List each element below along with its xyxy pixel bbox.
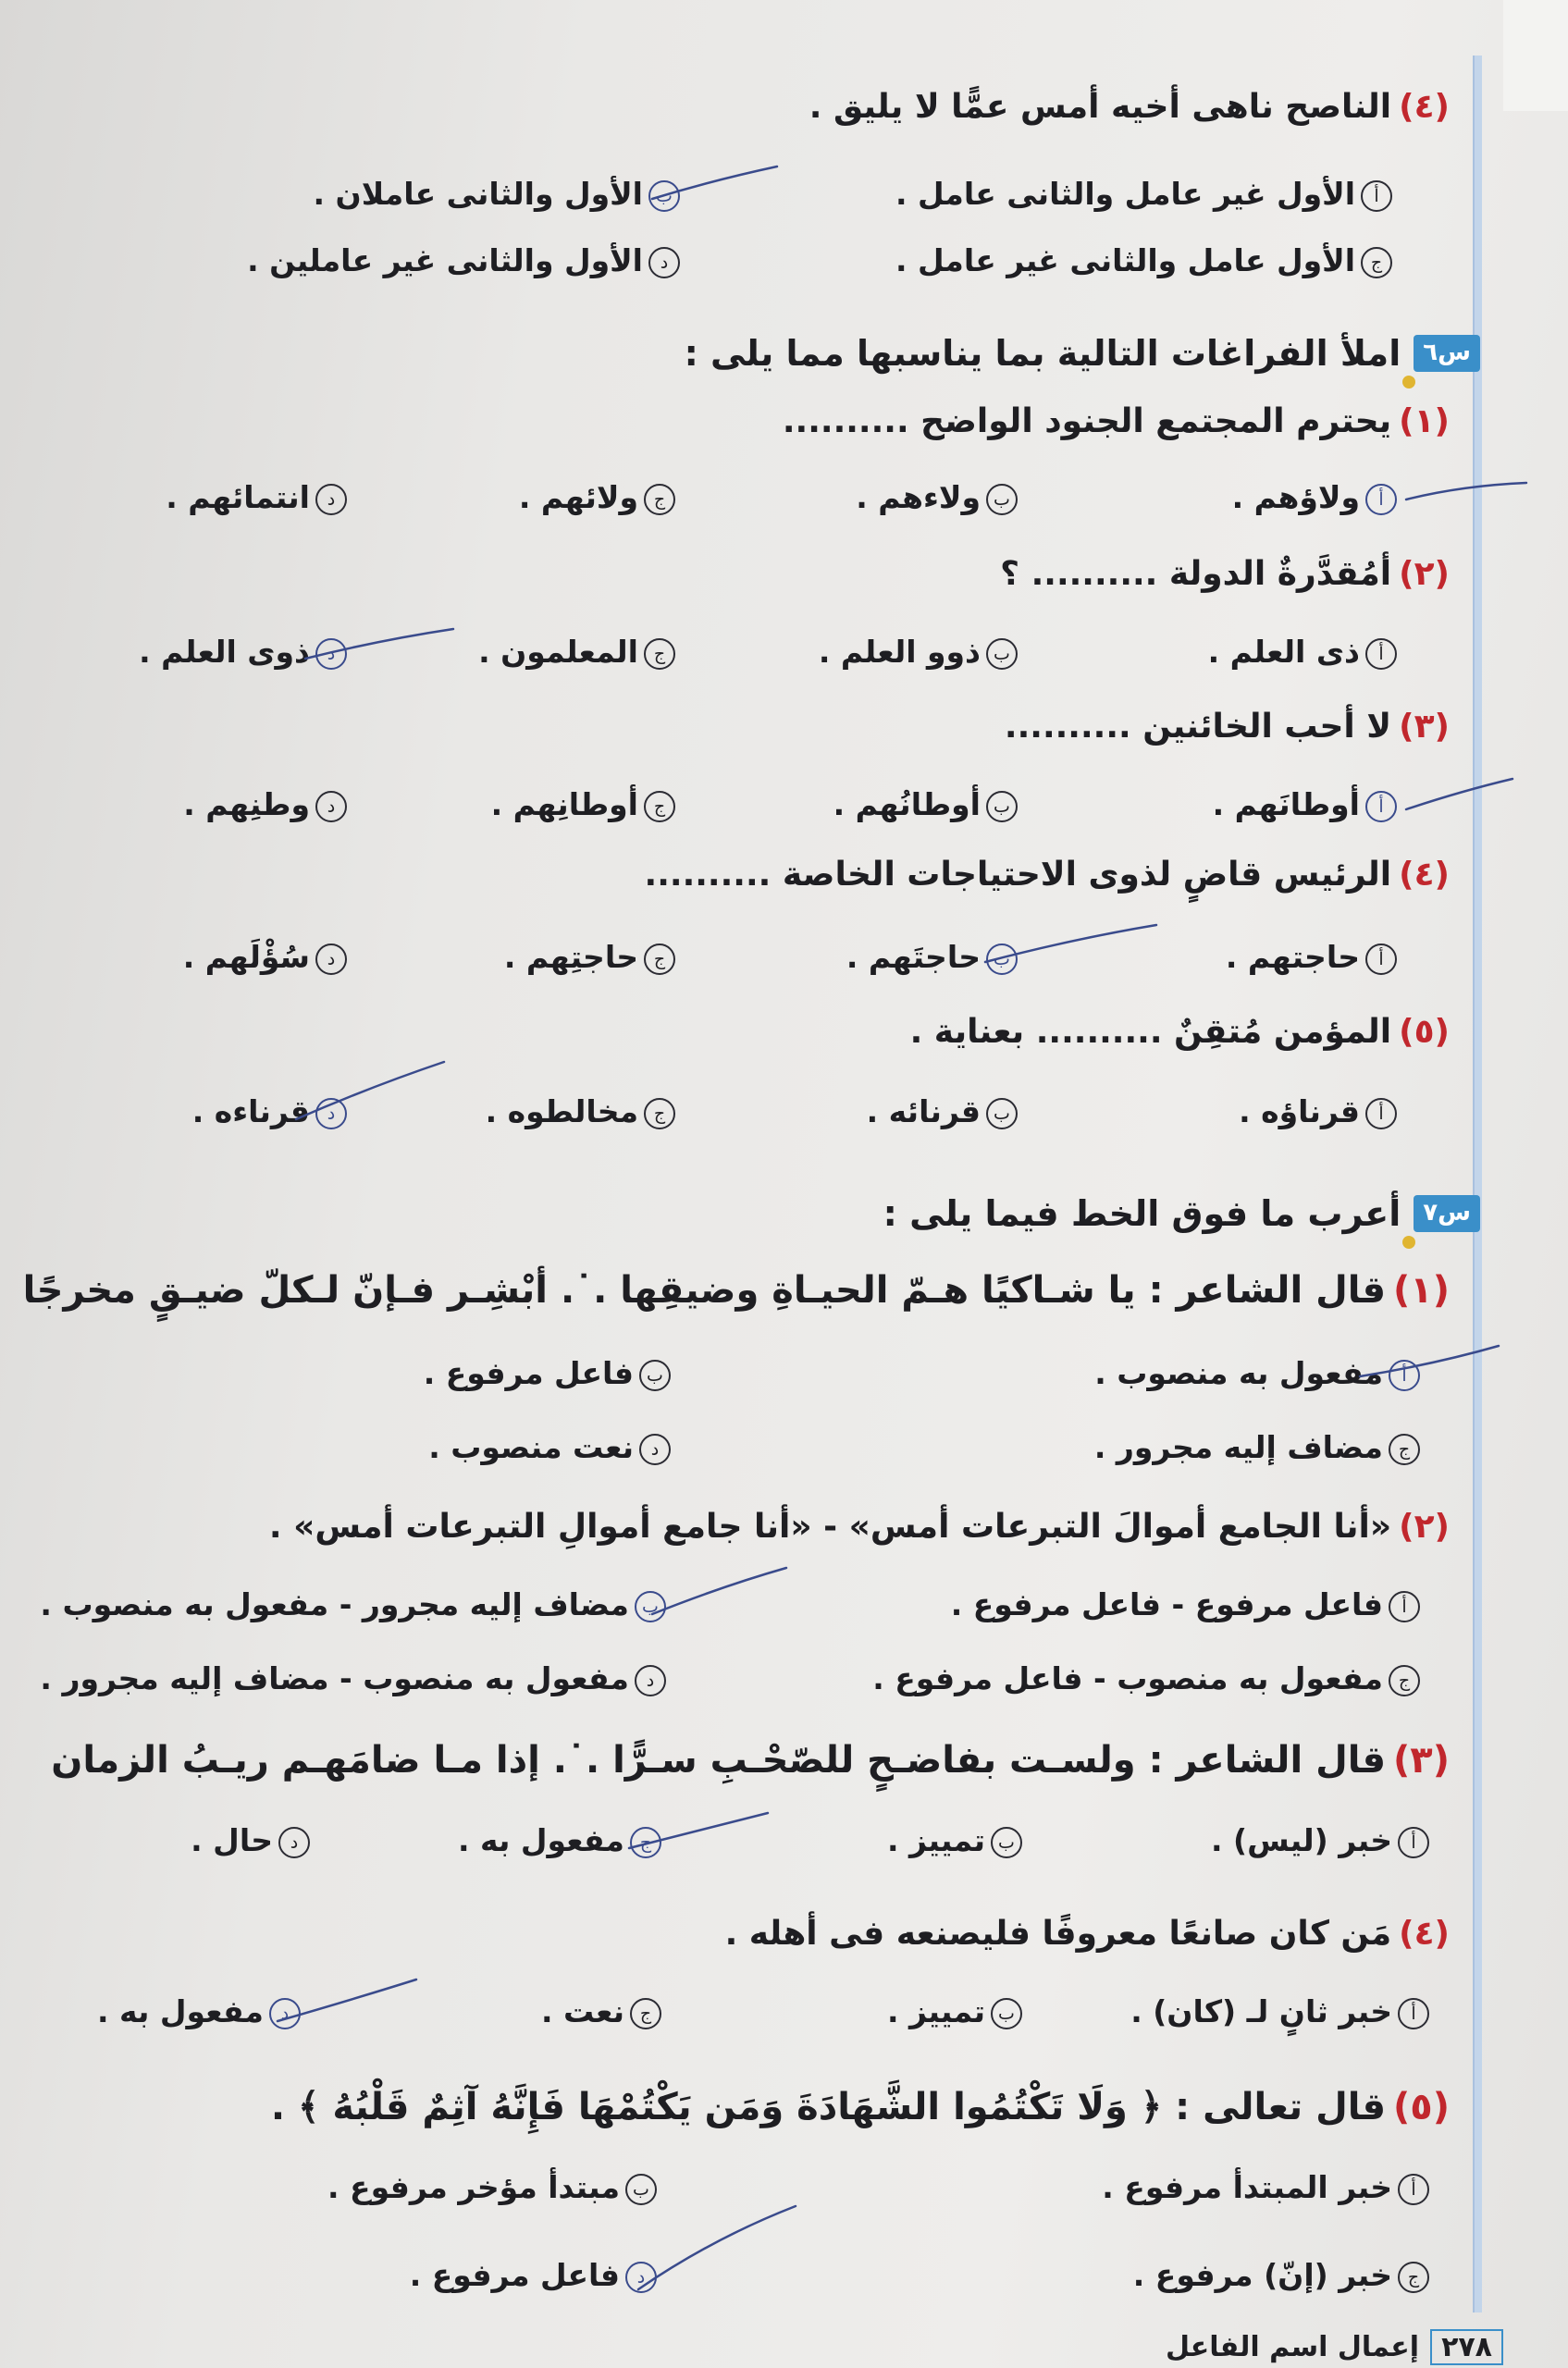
chapter-title: إعمال اسم الفاعل (1166, 2331, 1420, 2363)
option-marker: أ (1398, 1827, 1429, 1858)
option-a[interactable] (1094, 1355, 1420, 1391)
option-marker: د (625, 2262, 657, 2293)
option-text: مفعول به . (457, 1822, 624, 1858)
pen-stroke (1406, 779, 1512, 809)
option-marker: ج (630, 1827, 661, 1858)
option-marker: أ (1398, 1998, 1429, 2029)
option-text: خبر (إنّ) مرفوع . (1132, 2257, 1392, 2293)
option-marker: ج (630, 1998, 661, 2029)
option-c[interactable] (519, 479, 675, 515)
option-text: ذوى العلم . (139, 634, 310, 670)
option-marker: أ (1361, 180, 1392, 212)
option-text: ولائهم . (518, 479, 638, 515)
option-marker: أ (1398, 2174, 1429, 2205)
option-d[interactable] (428, 1429, 671, 1465)
option-text: قرناءه . (191, 1093, 310, 1129)
option-marker: د (315, 791, 347, 822)
option-b[interactable] (314, 176, 680, 212)
question-4-prev (37, 88, 1450, 126)
option-text: ولاءهم . (856, 479, 981, 515)
question-number: (٤) (1399, 88, 1450, 126)
section-title: أعرب ما فوق الخط فيما يلى : (883, 1193, 1401, 1234)
option-marker: ب (986, 638, 1018, 670)
s6-question-2 (37, 555, 1450, 593)
option-text: مفعول به منصوب . (1094, 1355, 1383, 1391)
option-marker: ب (991, 1827, 1022, 1858)
margin-rule (1473, 56, 1482, 2312)
option-marker: ج (644, 944, 675, 975)
question-number: (٥) (1399, 1013, 1450, 1051)
question-text: الناصح ناهى أخيه أمس عمًّا لا يليق . (809, 88, 1392, 126)
option-c[interactable] (872, 1660, 1420, 1696)
option-text: مضاف إليه مجرور . (1093, 1429, 1383, 1465)
option-text: فاعل مرفوع . (409, 2257, 620, 2293)
option-text: ذى العلم . (1207, 634, 1360, 670)
option-a[interactable] (1213, 786, 1397, 822)
option-marker: أ (1365, 1098, 1397, 1129)
option-marker: ج (644, 484, 675, 515)
option-marker: أ (1365, 791, 1397, 822)
option-b[interactable] (40, 1586, 666, 1622)
option-marker: ب (648, 180, 680, 212)
option-marker: ب (986, 791, 1018, 822)
option-marker: د (278, 1827, 310, 1858)
option-text: أوطانَهم . (1212, 786, 1360, 822)
option-text: الأول والثانى غير عاملين . (247, 242, 643, 278)
section-7-heading (883, 1193, 1480, 1234)
option-text: ولاؤهم . (1231, 479, 1360, 515)
s7-question-4 (37, 1915, 1450, 1953)
page-footer (1166, 2329, 1503, 2365)
s6-question-5 (37, 1013, 1450, 1051)
option-b[interactable] (327, 2169, 657, 2205)
option-marker: د (639, 1434, 671, 1465)
option-text: مضاف إليه مجرور - مفعول به منصوب . (40, 1586, 629, 1622)
option-text: ذوو العلم . (818, 634, 981, 670)
option-c[interactable] (895, 242, 1392, 278)
question-text: الرئيس قاضٍ لذوى الاحتياجات الخاصة .......... (644, 856, 1392, 894)
question-text: مَن كان صانعًا معروفًا فليصنعه فى أهله . (724, 1915, 1392, 1953)
question-number: (٢) (1399, 555, 1450, 593)
option-b[interactable] (819, 634, 1018, 670)
page-corner (1503, 0, 1568, 111)
option-b[interactable] (867, 1093, 1018, 1129)
option-marker: ب (986, 944, 1018, 975)
option-marker: ب (625, 2174, 657, 2205)
question-text: يحترم المجتمع الجنود الواضح .......... (782, 402, 1392, 440)
option-text: خبر ثانٍ لـ (كان) . (1130, 1993, 1392, 2029)
question-number: (١) (1399, 402, 1450, 440)
option-marker: د (315, 484, 347, 515)
question-text: لا أحب الخائنين .......... (1004, 708, 1392, 746)
s7-question-3 (37, 1739, 1450, 1782)
option-text: قرنائه . (866, 1093, 981, 1129)
option-a[interactable] (1226, 939, 1397, 975)
s6-question-3 (37, 708, 1450, 746)
s7-question-2 (37, 1508, 1450, 1546)
option-a[interactable] (1130, 1993, 1429, 2029)
question-text: أمُقدَّرةٌ الدولة .......... ؟ (1000, 555, 1392, 593)
question-number: (٥) (1393, 2086, 1450, 2128)
option-b[interactable] (846, 939, 1018, 975)
option-text: الأول عامل والثانى غير عامل . (895, 242, 1355, 278)
option-d[interactable] (247, 242, 680, 278)
question-number: (٣) (1393, 1739, 1450, 1782)
option-marker: ج (644, 791, 675, 822)
question-number: (٤) (1399, 1915, 1450, 1953)
option-b[interactable] (887, 1993, 1022, 2029)
s7-question-1 (22, 1269, 1450, 1312)
question-number: (٢) (1399, 1508, 1450, 1546)
option-c[interactable] (458, 1822, 661, 1858)
option-text: فاعل مرفوع . (423, 1355, 634, 1391)
option-marker: ج (1361, 247, 1392, 278)
option-text: تمييز . (886, 1822, 985, 1858)
option-b[interactable] (887, 1822, 1022, 1858)
option-a[interactable] (1239, 1093, 1397, 1129)
option-a[interactable] (951, 1586, 1420, 1622)
option-text: نعت . (541, 1993, 624, 2029)
option-marker: ب (639, 1360, 671, 1391)
option-marker: ج (644, 1098, 675, 1129)
option-d[interactable] (166, 479, 347, 515)
pen-stroke (1406, 483, 1526, 500)
option-marker: أ (1389, 1360, 1420, 1391)
option-c[interactable] (504, 939, 675, 975)
option-d[interactable] (97, 1993, 301, 2029)
option-marker: د (269, 1998, 301, 2029)
option-c[interactable] (491, 786, 675, 822)
section-badge: س٦ (1414, 335, 1480, 372)
option-marker: أ (1365, 638, 1397, 670)
s6-question-4 (37, 856, 1450, 894)
option-d[interactable] (183, 939, 347, 975)
question-text: «أنا الجامع أموالَ التبرعات أمس» - «أنا جامع أموالِ التبرعات أمس» . (268, 1508, 1392, 1546)
option-d[interactable] (183, 786, 347, 822)
option-marker: ب (991, 1998, 1022, 2029)
section-title: املأ الفراغات التالية بما يناسبها مما يلى : (684, 333, 1401, 374)
pen-stroke (652, 1568, 786, 1614)
option-text: فاعل مرفوع - فاعل مرفوع . (950, 1586, 1383, 1622)
question-text: المؤمن مُتقِنٌ .......... بعناية . (909, 1013, 1392, 1051)
option-c[interactable] (486, 1093, 675, 1129)
option-text: المعلمون . (478, 634, 638, 670)
question-text: قال الشاعر : ولسـت بفاضـحٍ للصّحْـبِ سـرًّا .˙. إذا مـا ضامَهـم ريـبُ الزمان (51, 1739, 1387, 1782)
s6-question-1 (37, 402, 1450, 440)
question-text: قال الشاعر : يا شـاكيًا هـمّ الحيـاةِ وضيقِها .˙. أبْشِـر فـإنّ لـكلّ ضيـقٍ مخرجًا (22, 1269, 1387, 1312)
section-badge: س٧ (1414, 1195, 1480, 1232)
option-a[interactable] (1232, 479, 1397, 515)
option-text: حاجتَهم . (846, 939, 981, 975)
option-a[interactable] (895, 176, 1392, 212)
option-b[interactable] (424, 1355, 671, 1391)
option-text: تمييز . (886, 1993, 985, 2029)
option-text: حاجتهم . (1225, 939, 1360, 975)
option-a[interactable] (1208, 634, 1397, 670)
option-c[interactable] (541, 1993, 661, 2029)
option-text: مفعول به منصوب - مضاف إليه مجرور . (40, 1660, 629, 1696)
question-number: (٣) (1399, 708, 1450, 746)
option-d[interactable] (191, 1822, 310, 1858)
option-marker: د (315, 1098, 347, 1129)
option-text: وطنِهم . (183, 786, 310, 822)
option-text: مخالطوه . (485, 1093, 638, 1129)
option-marker: أ (1389, 1591, 1420, 1622)
option-text: مفعول به . (96, 1993, 264, 2029)
option-marker: ج (1389, 1434, 1420, 1465)
option-text: نعت منصوب . (428, 1429, 634, 1465)
question-number: (٤) (1399, 856, 1450, 894)
option-text: خبر (ليس) . (1211, 1822, 1392, 1858)
option-text: قرناؤه . (1239, 1093, 1360, 1129)
option-marker: ج (1398, 2262, 1429, 2293)
page-number: ٢٧٨ (1430, 2329, 1503, 2365)
option-text: خبر المبتدأ مرفوع . (1102, 2169, 1392, 2205)
option-marker: أ (1365, 944, 1397, 975)
option-c[interactable] (1094, 1429, 1420, 1465)
option-c[interactable] (478, 634, 675, 670)
s7-question-5 (37, 2086, 1450, 2128)
option-text: سُؤْلَهم . (182, 939, 310, 975)
option-text: انتمائهم . (166, 479, 310, 515)
option-marker: د (648, 247, 680, 278)
option-b[interactable] (856, 479, 1018, 515)
option-d[interactable] (192, 1093, 347, 1129)
option-text: مبتدأ مؤخر مرفوع . (327, 2169, 620, 2205)
option-marker: ب (986, 484, 1018, 515)
option-text: أوطانُهم . (833, 786, 981, 822)
option-a[interactable] (1102, 2169, 1429, 2205)
option-marker: أ (1365, 484, 1397, 515)
option-marker: ب (635, 1591, 666, 1622)
option-marker: ج (644, 638, 675, 670)
option-a[interactable] (1211, 1822, 1429, 1858)
option-marker: د (635, 1665, 666, 1696)
option-text: الأول غير عامل والثانى عامل . (895, 176, 1355, 212)
pen-stroke (638, 2206, 796, 2289)
option-text: حال . (191, 1822, 273, 1858)
option-text: أوطانِهم . (490, 786, 638, 822)
option-text: حاجتِهم . (503, 939, 638, 975)
question-number: (١) (1393, 1269, 1450, 1312)
section-6-heading (685, 333, 1480, 374)
option-marker: ج (1389, 1665, 1420, 1696)
option-marker: د (315, 944, 347, 975)
option-c[interactable] (1133, 2257, 1429, 2293)
question-text: قال تعالى : ﴿ وَلَا تَكْتُمُوا الشَّهَادَةَ وَمَن يَكْتُمْهَا فَإِنَّهُ آثِمٌ قَلْبُهُ ﴾ . (270, 2086, 1387, 2128)
option-d[interactable] (139, 634, 347, 670)
option-d[interactable] (40, 1660, 666, 1696)
option-text: مفعول به منصوب - فاعل مرفوع . (872, 1660, 1383, 1696)
option-d[interactable] (410, 2257, 657, 2293)
option-marker: ب (986, 1098, 1018, 1129)
option-text: الأول والثانى عاملان . (313, 176, 643, 212)
option-marker: د (315, 638, 347, 670)
option-b[interactable] (833, 786, 1018, 822)
